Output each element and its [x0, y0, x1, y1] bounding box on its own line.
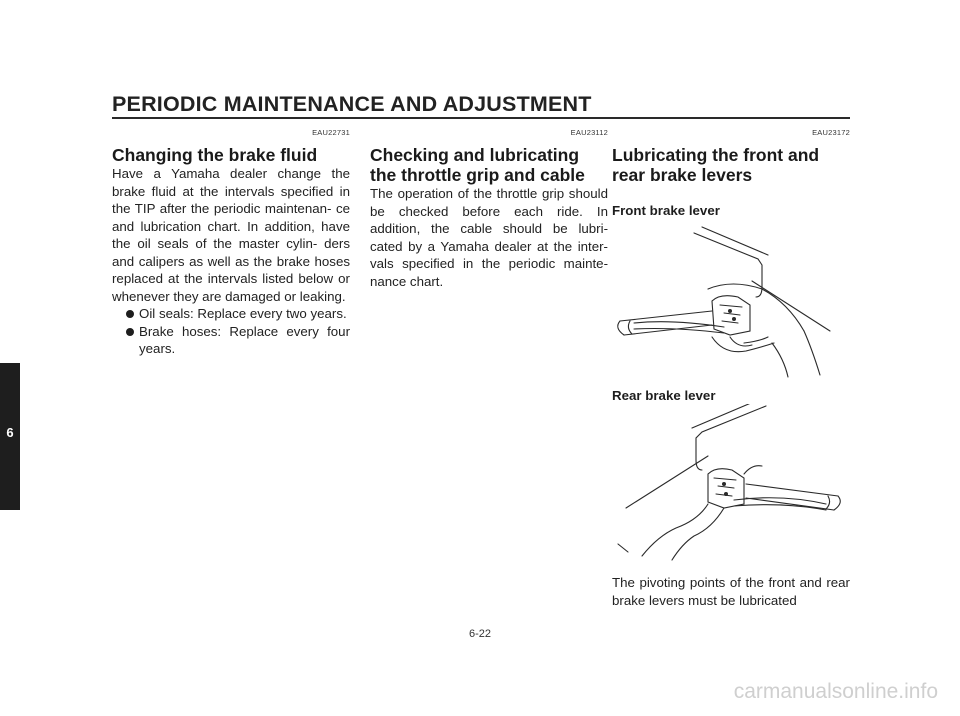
bullet-item — [112, 323, 350, 358]
section-title: Checking and lubricating the throttle grip and cable — [370, 145, 585, 185]
chapter-tab-number: 6 — [6, 425, 14, 440]
section-title: Changing the brake fluid — [112, 145, 318, 165]
bullet-icon — [126, 310, 134, 318]
header-rule — [112, 117, 850, 119]
section-title: Lubricating the front and rear brake levers — [612, 145, 820, 185]
page-header-title: PERIODIC MAINTENANCE AND ADJUSTMENT — [112, 92, 592, 116]
bullet-icon — [126, 328, 134, 336]
section-paragraph: Have a Yamaha dealer change the brake fluid at the intervals specified in the TIP after the periodic maintenan- ce and lubrication chart. In addition, have the oil seals of the master cylin- ders and calipers as well as the brake hoses replaced at the intervals listed below or whenever they are damaged or leaking. — [112, 166, 350, 304]
rear-brake-lever-illustration — [612, 404, 850, 564]
section-brake-fluid — [112, 128, 350, 358]
front-brake-lever-illustration — [612, 219, 850, 379]
section-brake-levers — [612, 128, 850, 609]
section-paragraph: The operation of the throttle grip should be checked before each ride. In addition, the cable should be lubri- cated by a Yamaha dealer at the inter- vals specified in the periodic mainte- nance chart. — [370, 186, 608, 289]
figure-caption-rear: Rear brake lever — [612, 388, 716, 403]
chapter-tab — [0, 363, 20, 510]
section-paragraph: The pivoting points of the front and rear brake levers must be lubricated — [612, 575, 850, 608]
watermark: carmanualsonline.info — [733, 680, 938, 703]
figure-caption-front: Front brake lever — [612, 203, 720, 218]
bullet-item — [112, 305, 350, 323]
section-code: EAU23112 — [570, 128, 608, 137]
section-code: EAU22731 — [312, 128, 350, 137]
bullet-list — [112, 305, 350, 358]
page-number: 6-22 — [468, 628, 492, 640]
bullet-text: Oil seals: Replace every two years. — [139, 306, 347, 321]
bullet-text: Brake hoses: Replace every four years. — [139, 323, 350, 356]
section-code: EAU23172 — [812, 128, 850, 137]
section-throttle-grip — [370, 128, 608, 290]
